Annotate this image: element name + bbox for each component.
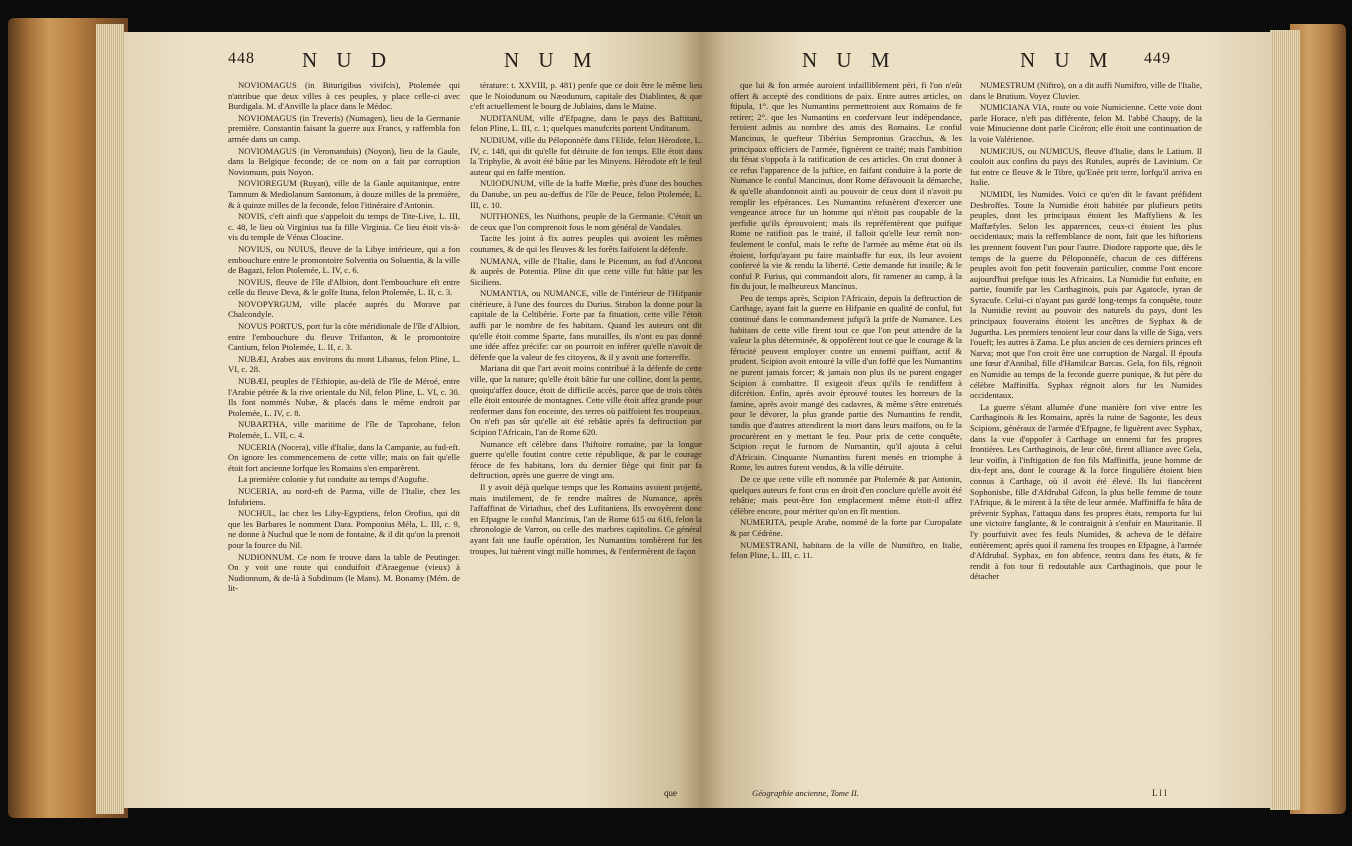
entry-paragraph: De ce que cette ville eft nommée par Ptolemée & par Antonin, quelques auteurs fe font crus en droit d'en conclure qu'elle avoit été rebâtie; mais peut-être fon emplacement même étoit-il affez célèbre encore, pour mériter qu'on en fît mention. (730, 473, 962, 516)
entry-paragraph: Mariana dit que l'art avoit moins contribué à la défenfe de cette ville, que la nature; qu'elle étoit bâtie fur une colline, dont la pente, quoiqu'affez douce, étoit de difficile accès, parce que de trois côtés elle étoit entourée de montagnes. Cette ville étoit affez grande pour renfermer dans fon enceinte, des terres où paiffoient fes troupeaux. On n'eft pas sûr qu'elle ait été rebâtie après fa deftruction par Scipion l'Africain, l'an de Rome 620. (470, 363, 702, 437)
left-page-edges (96, 24, 124, 814)
entry-paragraph: NUCERIA (Nocera), ville d'Italie, dans la Campanie, au fud-eft. On ignore les commencemens de cette ville; mais on fait qu'elle étoit fort ancienne lorfque les Romains s'en emparèrent. (228, 441, 460, 473)
page-number: 449 (1144, 50, 1171, 67)
right-page-edges (1270, 30, 1300, 810)
entry-paragraph: NOVOPYRGUM, ville placée auprès du Morave par Chalcondyle. (228, 298, 460, 320)
entry-paragraph: NUMIDI, les Numides. Voici ce qu'en dit le favant préfident Desbroffes. Toute la Numidie étoit habitée par plufieurs petits peuples, dont les principaux étoient les Maffyliens & les Maffæfyles. Selon les apparences, ceux-ci étoient les plus occidentaux; mais la reffemblance de nom, fait que les hiftoriens les prennent fouvent l'un pour l'autre. Diodore rapporte que, dès le temps de la guerre du Péloponnèfe, chacun de ces différens peuples avoit fon petit fouverain particulier, comme l'ont encore aujourd'hui prefque tous les Africains. La Numidie fut enfuite, en partie, foumife par les Carthaginois, puis par Agatocle, tyran de Syracufe. Celui-ci n'ayant pas gardé long-temps fa conquête, toute la Numidie revint au pouvoir des naturels du pays, dont les principaux fouverains étoient les ancêtres de Syphax & de Jugurtha. Les premiers tenoient leur cour dans la ville de Siga, vers l'oueft; les autres à Zama. Le plus ancien de ces derniers princes eft Narva; mot que l'on croit être une corruption de Nargal. Il époufa une fœur d'Annibal, fille d'Hamilcar Barcas. Gela, fon fils, régnoit en Numidie au temps de la feconde guerre punique, & fut père du célèbre Maffiniffa. Syphax régnoit alors fur les Numides occidentaux. (970, 188, 1202, 401)
entry-paragraph: NUMESTRUM (Niftro), on a dit auffi Numiftro, ville de l'Italie, dans le Brutium. Voyez Cluvier. (970, 80, 1202, 101)
entry-paragraph: NUBÆI, Arabes aux environs du mont Libanus, felon Pline, L. VI, c. 28. (228, 353, 460, 375)
entry-paragraph: NUBARTHA, ville maritime de l'île de Taprobane, felon Ptolemée, L. VII, c. 4. (228, 419, 460, 440)
entry-paragraph: NOVIUS, ou NUIUS, fleuve de la Libye intérieure, qui a fon embouchure entre le promontoire Solventia ou Soluentia, & la ville de Bagazi, felon Ptolemée, L. IV, c. 6. (228, 243, 460, 276)
entry-paragraph: NUMESTRANI, habitans de la ville de Numiftro, en Italie, felon Pline, L. III, c. 11. (730, 539, 962, 561)
entry-paragraph: NUMICIUS, ou NUMICUS, fleuve d'Italie, dans le Latium. Il couloit aux confins du pays des Rutules, auprès de Lavinium. Ce fut entre ce fleuve & le Tibre, qu'Enée prit terre, lorfqu'il arriva en Italie. (970, 145, 1202, 188)
running-head-left: N U M (802, 48, 897, 72)
entry-paragraph: La première colonie y fut conduite au temps d'Augufte. (238, 474, 429, 485)
entry-paragraph: NOVIOMAGUS (in Biturigibus vivifcis), Ptolemée qui n'attribue que deux villes à ces peuples, y place celle-ci avec Burdigala. M. d'Anville la place dans le Médoc. (228, 80, 460, 112)
catchword: que (664, 788, 677, 798)
running-head-center: N U M (504, 48, 599, 72)
text-column-2 (470, 80, 702, 557)
right-page (702, 32, 1272, 808)
entry-paragraph: Tacite les joint à fix autres peuples qui avoient les mêmes coutumes, & de qui les fleuves & les forêts faifoient la défenfe. (470, 233, 702, 254)
entry-paragraph: NUMERITA, peuple Arabe, nommé de la forte par Curopalate & par Cédrène. (730, 517, 962, 538)
entry-paragraph: NUCERIA, au nord-eft de Parma, ville de l'Italie, chez les Infubriens. (228, 485, 460, 507)
text-column-1 (228, 80, 460, 595)
text-column-1 (730, 80, 962, 562)
entry-paragraph: NOVUS PORTUS, port fur la côte méridionale de l'île d'Albion, entre l'embouchure du fleuve Trifanton, & le promontoire Cantium, felon Ptolemée, L. II, c. 3. (228, 321, 460, 353)
entry-paragraph: NUMICIANA VIA, route ou voie Numicienne. Cette voie dont parle Horace, n'eft pas différente, felon M. l'abbé Chaupy, de la voie Minucienne dont parle Cicéron; elle étoit une continuation de la voie Valérienne. (970, 102, 1202, 144)
entry-paragraph: NUCHUL, lac chez les Liby-Egyptiens, felon Orofius, qui dit que les Barbares le nomment Dara. Pomponius Méla, L. III, c. 9, ne donne à Nuchul que le nom de fontaine, & il dit qu'on la prenoit pour la fource du Nil. (228, 508, 460, 550)
entry-paragraph: NOVIUS, fleuve de l'île d'Albion, dont l'embouchure eft entre celle du fleuve Deva, & le golfe Ituna, felon Ptolemée, L. II, c. 3. (228, 276, 460, 298)
entry-paragraph: NOVIOMAGUS (in Treveris) (Numagen), lieu de la Germanie première. Constantin faisant la guerre aux Francs, y raffembla fon armée dans un camp. (228, 112, 460, 144)
entry-paragraph: NUDIONNUM. Ce nom fe trouve dans la table de Peutinger. On y voit une route qui conduifoit d'Araegenue (vieux) à Nudionnum, & de-là à Subdinum (le Mans). M. Bonamy (Mém. de lit- (228, 551, 460, 594)
entry-paragraph: NOVIOMAGUS (in Veromanduis) (Noyon), lieu de la Gaule, dans la Belgique feconde; de ce nom on a fait par corruption Noviomum, puis Noyon. (228, 145, 460, 177)
entry-paragraph: NUBÆI, peuples de l'Ethiopie, au-delà de l'île de Méroé, entre l'Arabie pétrée & la rive orientale du Nil, felon Pline, L. VI, c. 30. Ils font nommés Nubæ, & placés dans le même endroit par Ptolemée, L. IV, c. 8. (228, 376, 460, 418)
book-footer: Géographie ancienne, Tome II. (752, 788, 859, 798)
running-head: N U D (302, 48, 393, 72)
entry-paragraph: NUDITANUM, ville d'Efpagne, dans le pays des Baftitani, felon Pline, L. III, c. 1; quelques manufcrits portent Unditanum. (470, 112, 702, 134)
signature-mark: L l l (1152, 788, 1167, 798)
entry-paragraph: NUDIUM, ville du Péloponnèfe dans l'Elide, felon Hérodote, L. IV, c. 148, qui dit qu'elle fut détruite de fon temps. Elle étoit dans la Triphylie, & avoit été bâtie par les Minyens. Hérodote eft le feul auteur qui en faffe mention. (470, 134, 702, 177)
entry-paragraph: NUMANA, ville de l'Italie, dans le Picenum, au fud d'Ancona & auprès de Potentia. Pline dit que cette ville fut bâtie par les Siciliens. (470, 255, 702, 287)
page-number: 448 (228, 50, 255, 67)
entry-paragraph: térature: t. XXVIII, p. 481) penfe que ce doit être le même lieu que le Noiodunum ou Næodunum, capitale des Diablintes, & que c'eft actuellement le bourg de Jublains, dans le Maine. (470, 80, 702, 112)
entry-paragraph: Numance eft célèbre dans l'hiftoire romaine, par la longue guerre qu'elle foutint contre cette république, & par le courage féroce de fes habitans, lors du dernier fiège qui finit par fa deftruction, après une guerre de vingt ans. (470, 438, 702, 481)
running-head-right: N U M (1020, 48, 1115, 72)
entry-paragraph: NUIODUNUM, ville de la baffe Mœfie, près d'une des bouches du Danube, un peu au-deffus de l'île de Peuce, felon Ptolemée, L. III, c. 10. (470, 178, 702, 210)
entry-paragraph: NUMANTIA, ou NUMANCE, ville de l'intérieur de l'Hifpanie citérieure, à l'une des fources du Durius. Strabon la donne pour la capitale de la Celtibérie. Forte par fa fituation, cette ville l'étoit auffi par le nombre de fes habitans. Quand les auteurs ont dit qu'elle étoit comme Sparte, fans murailles, ils n'ont eu pas donné une idée affez précife: car on pourroit en inférer qu'elle n'avoit de défenfe que la valeur de fes citoyens, & il y avoit une fortereffe. (470, 288, 702, 362)
entry-paragraph: NUITHONES, les Nuithons, peuple de la Germanie. C'étoit un de ceux que l'on comprenoit fous le nom général de Vandales. (470, 211, 702, 232)
entry-paragraph: Il y avoit déjà quelque temps que les Romains avoient projetté, mais inutilement, de fe rendre maîtres de Numance, après l'affaffinat de Viriathus, chef des Lufitaniens. Ils envoyèrent donc en Efpagne le conful Mancinus, l'an de Rome 615 ou 616, felon la chronologie de Varron, ou celle des marbres capitolins. Ce général ayant fait une faufle opération, les Numantins tombèrent fur fes troupes, lui tuèrent vingt mille hommes, & l'enfermèrent de façon (470, 481, 702, 556)
entry-paragraph: que lui & fon armée auroient infailliblement péri, fi l'on n'eût offert & accepté des conditions de paix. Entre autres articles, on ftipula, 1°. que les Numantins permettroient aux Romains de fe retirer; 2°. que les Numantins en confervant leur indépendance, feroient admis au nombre des amis des Romains. Le conful Mancinus, le quefteur Tibérius Sempronius Gracchus, & les principaux officiers de l'armée, fignèrent ce traité; mais l'ambition du fénat s'oppofa à la ratification de ces articles. On crut donner à ce refus l'apparence de la juftice, en faifant conduire à la porte de Numance le conful Mancinus, dont Rome défavouoit la démarche, & qu'elle abandonnoit ainfi au pouvoir de ceux dont il n'avoit pu remplir les efpérances. Les Numantins refusèrent d'exercer une vengeance atroce fur un homme qui n'étoit pas coupable de la perfidie qu'ils éprouvoient; mais ils repréfentèrent que puifque Rome ne ratifioit pas le traité, il falloit qu'elle leur remît non-feulement le conful, mais le refte de l'armée au même état où ils étoient, lorfqu'ayant pu faire mainbaffe fur eux, ils leur avoient confervé la vie & rendu la liberté. Cette demande fut inutile; & le conful P. Furius, qui commandoit alors, fit ramener au camp, à la fin du jour, le malheureux Mancinus. (730, 80, 962, 292)
entry-paragraph: NOVIS, c'eft ainfi que s'appeloit du temps de Tite-Live, L. III, c. 48, le lieu où Virginius tua fa fille Virginia. Ce lieu étoit vis-à-vis du temple de Vénus Cloacine. (228, 211, 460, 243)
entry-paragraph: Peu de temps après, Scipion l'Africain, depuis la deftruction de Carthage, ayant fait la guerre en Hifpanie en qualité de conful, fut continué dans le commandement jufqu'à la prife de Numance. Les habitans de cette ville firent tout ce que l'on peut attendre de la valeur la plus déterminée, & oppofèrent tout ce que le courage & la férocité peuvent employer contre un ennemi puiffant, actif & prudent. Scipion avoit entouré la ville d'un foffé que les Numantins ne purent jamais forcer; & jamais non plus ils ne purent engager Scipion à combattre. Il exigeoit d'eux qu'ils fe rendiffent à difcrétion. Enfin, après avoir éprouvé toutes les horreurs de la famine, après avoir mangé des cadavres, & même s'être entretués pour le dévorer, la plus grande partie des Numantins fe rendit, tandis que d'autres attendirent la mort dans leurs maifons, ou fe la procurèrent en y mettant le feu. Pour prix de cette conquête, Scipion reçut le furnom de Numantin, qu'il ajouta à celui d'Africain. Cinquante Numantins furent menés en triomphe à Rome, les autres furent vendus, & la ville détruite. (730, 292, 962, 473)
left-page (124, 32, 702, 808)
entry-paragraph: La guerre s'étant allumée d'une manière fort vive entre les Carthaginois & les Romains, après la ruine de Sagonte, les deux Scipions, généraux de l'armée d'Efpagne, fe liguèrent avec Syphax, dans la vue d'oppofer à Carthage un ennemi fur fes propres frontières. Les Carthaginois, de leur côté, firent alliance avec Gela, leur voifin, à l'inftigation de fon fils Maffiniffa, jeune homme de dix-fept ans, dont le courage & la force fingulière étoient bien connus à Carthage, où il avoit été élevé. Ils lui fiancèrent Sophonisbe, fille d'Afdrubal Gifcon, la plus belle femme de toute l'Afrique, & le mirent à la tête de leur armée. Maffiniffa fe hâta de prévenir Syphax, l'attaqua dans fes propres états, remporta fur lui une victoire fanglante, & le contraignit à s'enfuir en Mauritanie. Il l'y pourfuivit avec fes feuls Numides, & acheva de le défaire entièrement; après quoi il ramena fes troupes en Efpagne, à l'armée d'Afdrubal. Syphax, en fon abfence, rentra dans fes états, & fe rendit à fon tour fi redoutable aux Carthaginois, que pour le détacher (970, 401, 1202, 582)
entry-paragraph: NOVIOREGUM (Ruyan), ville de la Gaule aquitanique, entre Tamnum & Mediolanum Santonum, à douze milles de la première, & à quinze milles de la feconde, felon l'itinéraire d'Antonin. (228, 178, 460, 210)
text-column-2 (970, 80, 1202, 583)
